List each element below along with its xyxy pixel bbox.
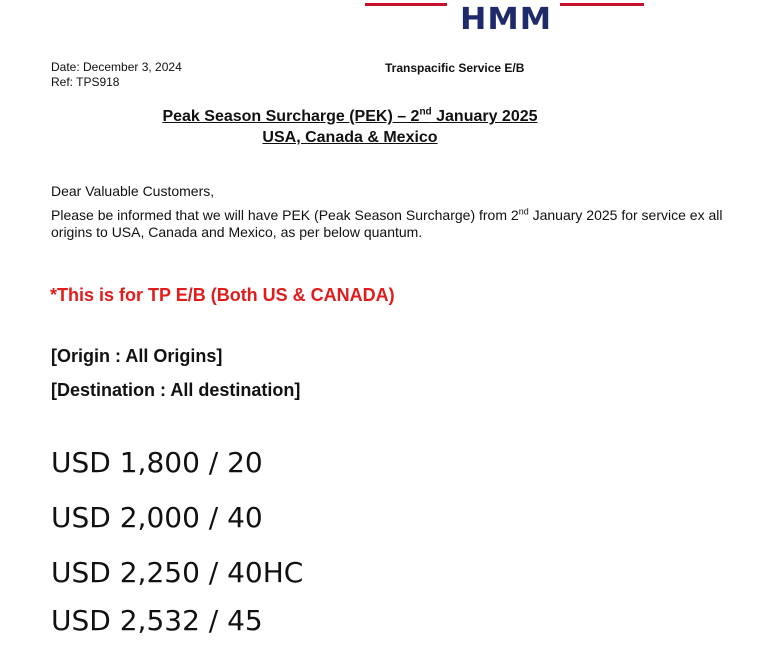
title-line-1-before: Peak Season Surcharge (PEK) – 2	[162, 108, 420, 125]
body-paragraph-sup: nd	[518, 206, 529, 217]
title-line-1-text	[162, 108, 537, 125]
body-paragraph-before: Please be informed that we will have PEK (Peak Season Surcharge) from 2	[51, 207, 519, 223]
title-line-1	[0, 106, 700, 127]
logo-left-line	[365, 3, 447, 6]
rate-45ft: USD 2,532 / 45	[51, 604, 263, 637]
body-paragraph-after: January 2025 for service ex all origins to USA, Canada and Mexico, as per below quantum.	[51, 207, 723, 240]
logo-text: HMM	[460, 2, 553, 37]
greeting: Dear Valuable Customers,	[51, 183, 215, 199]
service-name: Transpacific Service E/B	[385, 61, 525, 75]
origin-label: [Origin : All Origins]	[51, 346, 223, 366]
destination-label: [Destination : All destination]	[51, 380, 301, 400]
title-line-1-after: January 2025	[431, 108, 538, 125]
rate-20ft: USD 1,800 / 20	[51, 446, 263, 479]
body-paragraph	[51, 207, 731, 241]
title-line-1-sup: nd	[419, 106, 432, 118]
logo-right-line	[560, 3, 644, 6]
company-logo	[360, 0, 650, 40]
document-ref: Ref: TPS918	[51, 75, 120, 89]
document-title	[0, 106, 700, 148]
rate-40hc: USD 2,250 / 40HC	[51, 556, 304, 589]
document-date: Date: December 3, 2024	[51, 60, 182, 74]
title-line-2-text: USA, Canada & Mexico	[262, 129, 438, 146]
notice-text: *This is for TP E/B (Both US & CANADA)	[50, 285, 395, 305]
rate-40ft: USD 2,000 / 40	[51, 501, 263, 534]
document-meta	[51, 60, 182, 90]
title-line-2	[0, 127, 700, 148]
